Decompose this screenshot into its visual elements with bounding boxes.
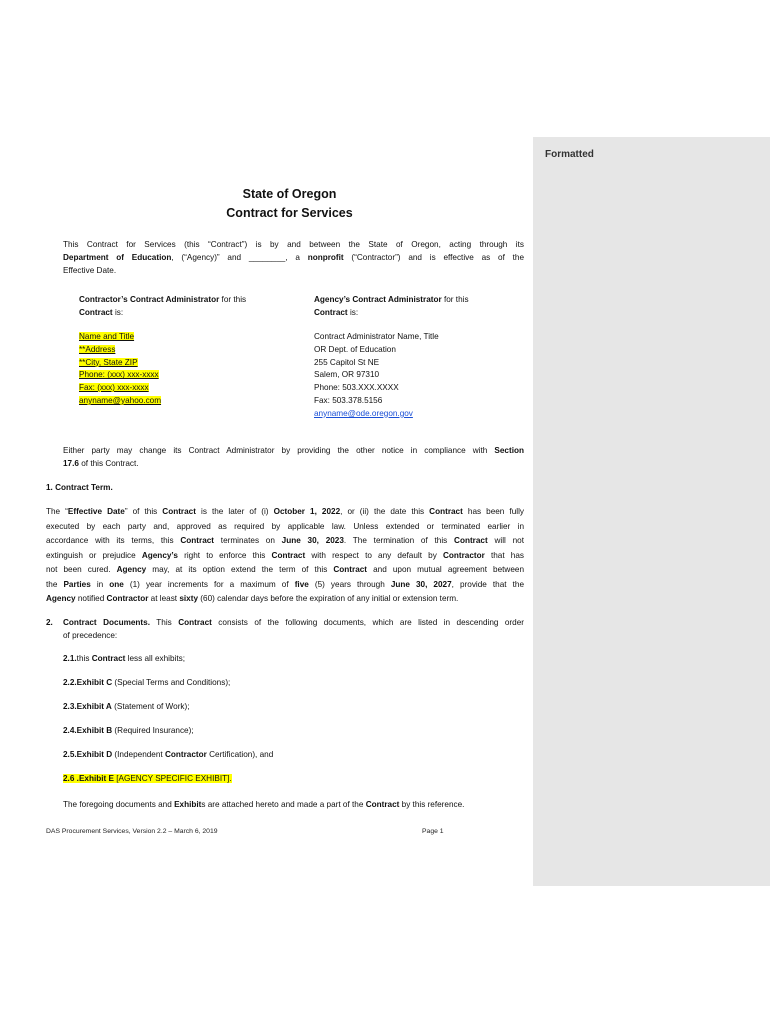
agency-fax: Fax: 503.378.5156 xyxy=(314,395,383,405)
section-1-line-2: executed by each party and, approved as required by applicable law. Unless extended or terminated earlier in xyxy=(46,521,524,531)
intro-line-2: Department of Education, (“Agency)” and ________, a nonprofit (“Contractor”) and is effective as of the xyxy=(63,253,525,262)
document-title: State of Oregon xyxy=(242,187,337,201)
contractor-email-link[interactable]: anyname@yahoo.com xyxy=(79,395,162,405)
contractor-admin-heading: Contractor’s Contract Administrator for this Contract is: xyxy=(79,295,247,317)
change-notice-line-2: 17.6 of this Contract. xyxy=(63,459,139,468)
section-2-line-1: Contract Documents. This Contract consists of the following documents, which are listed in descending order xyxy=(63,618,524,627)
contractor-city-field: **City, State ZIP xyxy=(79,357,138,367)
document-subtitle: Contract for Services xyxy=(226,206,353,220)
list-item: 2.5.Exhibit D (Independent Contractor Certification), and xyxy=(63,750,274,759)
change-notice-line-1: Either party may change its Contract Administrator by providing the other notice in compliance with Section xyxy=(63,446,524,455)
agency-city: Salem, OR 97310 xyxy=(314,370,380,380)
section-2-closing: The foregoing documents and Exhibits are attached hereto and made a part of the Contract by this reference. xyxy=(63,800,465,809)
section-1-line-6: the Parties in one (1) year increments for a maximum of five (5) years through June 30, 2027, provide that the xyxy=(46,579,524,589)
footer-page-number: Page 1 xyxy=(422,828,444,835)
agency-admin-details xyxy=(314,331,439,421)
section-1-line-7: Agency notified Contractor at least sixty (60) calendar days before the expiration of any initial or extension term. xyxy=(46,594,459,603)
agency-admin-heading: Agency’s Contract Administrator for this Contract is: xyxy=(314,295,469,317)
contractor-admin-details xyxy=(79,331,161,408)
contractor-fax-field: Fax: (xxx) xxx-xxxx xyxy=(79,383,149,393)
list-item-highlighted: 2.6 .Exhibit E [AGENCY SPECIFIC EXHIBIT]. xyxy=(63,774,232,783)
section-2-line-2: of precedence: xyxy=(63,631,118,640)
list-item: 2.4.Exhibit B (Required Insurance); xyxy=(63,726,194,735)
contractor-name-field: Name and Title xyxy=(79,332,135,341)
section-2-number: 2. xyxy=(46,618,53,627)
section-1-line-1: The “Effective Date” of this Contract is the later of (i) October 1, 2022, or (ii) the date this Contract has been fully xyxy=(46,507,524,516)
section-1-line-5: not been cured. Agency may, at its option extend the term of this Contract and upon mutual agreement between xyxy=(46,565,524,574)
agency-street: 255 Capitol St NE xyxy=(314,357,380,367)
agency-dept: OR Dept. of Education xyxy=(314,344,396,354)
comments-pane xyxy=(533,137,770,886)
section-1-line-3: accordance with its terms, this Contract terminates on June 30, 2023. The termination of this Contract will not xyxy=(46,536,524,545)
intro-line-3: Effective Date. xyxy=(63,266,117,275)
intro-line-1: This Contract for Services (this “Contract”) is by and between the State of Oregon, acting through its xyxy=(63,240,524,249)
section-1-heading: 1. Contract Term. xyxy=(46,483,113,492)
contractor-phone-field: Phone: (xxx) xxx-xxxx xyxy=(79,370,159,380)
agency-admin-name: Contract Administrator Name, Title xyxy=(314,332,439,341)
agency-email-link[interactable]: anyname@ode.oregon.gov xyxy=(314,408,413,418)
agency-phone: Phone: 503.XXX.XXXX xyxy=(314,383,399,393)
footer-version: DAS Procurement Services, Version 2.2 – March 6, 2019 xyxy=(46,828,218,835)
contractor-address-field: **Address xyxy=(79,344,116,354)
list-item: 2.2.Exhibit C (Special Terms and Conditions); xyxy=(63,678,231,687)
list-item: 2.3.Exhibit A (Statement of Work); xyxy=(63,702,190,711)
section-1-line-4: extinguish or prejudice Agency’s right to enforce this Contract with respect to any default by Contractor that has xyxy=(46,550,524,560)
comments-pane-label: Formatted xyxy=(545,149,594,160)
list-item: 2.1.this Contract less all exhibits; xyxy=(63,654,185,663)
